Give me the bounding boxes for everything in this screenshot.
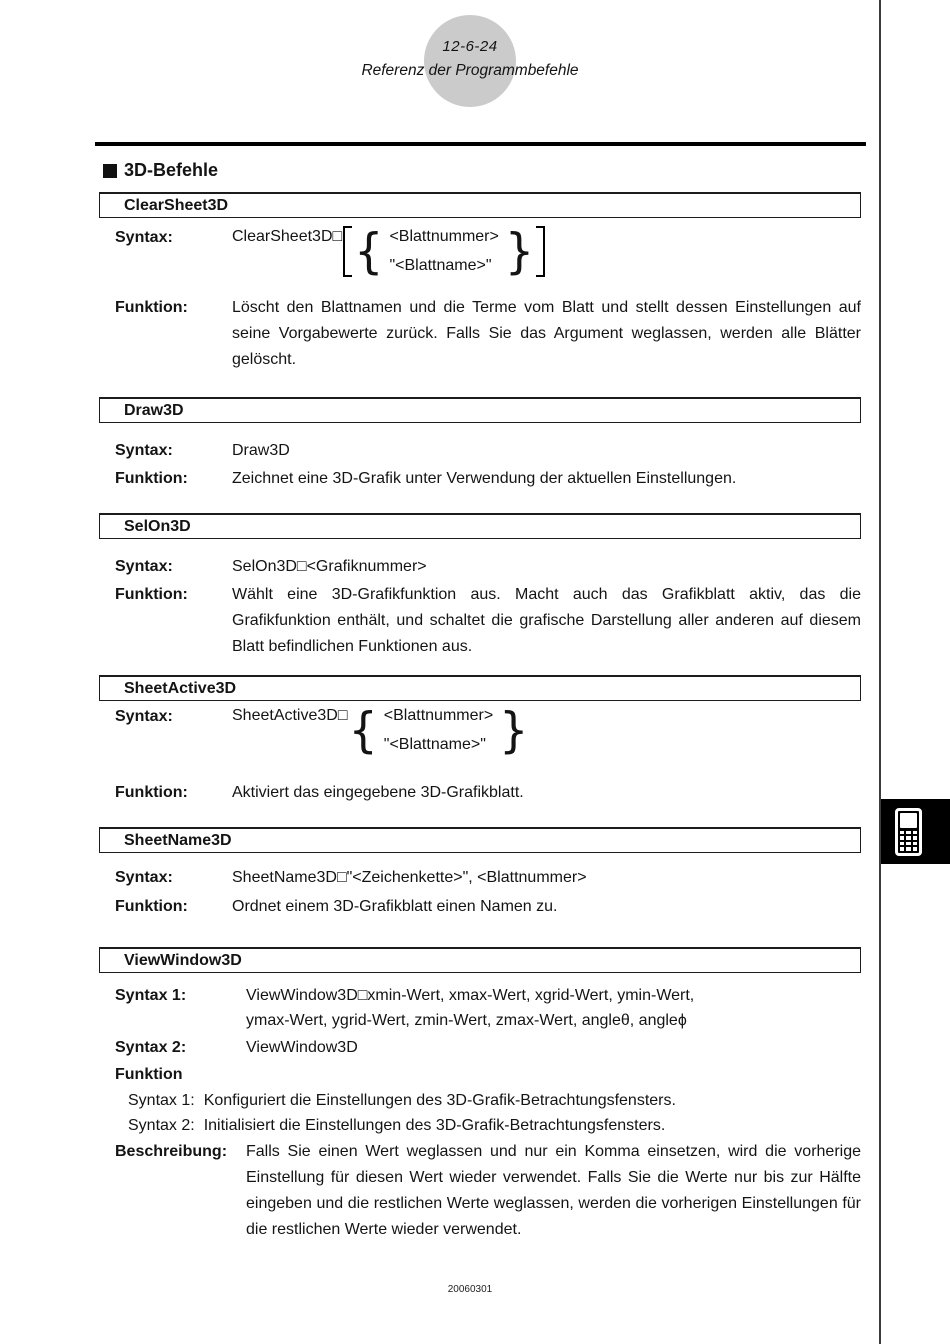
sheetactive3d-syntax: [232, 701, 861, 759]
syntax-label: Syntax:: [115, 229, 173, 246]
command-title: Draw3D: [124, 401, 184, 419]
argument-options: [383, 225, 504, 278]
sheetname3d-funktion-row: [115, 894, 861, 919]
argument-option: <Blattnummer>: [383, 707, 494, 724]
syntax-command-text: SheetActive3D□: [232, 707, 348, 724]
funktion-item-label: Syntax 1:: [128, 1092, 195, 1109]
command-box-sheetname3d: [99, 827, 861, 853]
beschreibung-label: Beschreibung:: [115, 1143, 228, 1160]
funktion-text: Zeichnet eine 3D-Grafik unter Verwendung der aktuellen Einstellungen.: [232, 470, 737, 487]
page-edge-line: [879, 0, 881, 1344]
argument-option: "<Blattname>": [389, 257, 492, 274]
syntax1-line2: ymax-Wert, ygrid-Wert, zmin-Wert, zmax-Wert, angleθ, angleϕ: [246, 1012, 687, 1029]
right-square-bracket-icon: [536, 226, 545, 277]
viewwindow3d-beschreibung-row: [115, 1139, 861, 1243]
command-box-selon3d: [99, 513, 861, 539]
section-rule: [95, 142, 866, 146]
funktion-text: Löscht den Blattnamen und die Terme vom Blatt und stellt dessen Einstellungen auf seine Vorgabewerte zurück. Falls Sie das Argument weglassen, werden alle Blätter gelöscht.: [232, 299, 861, 368]
page-header: [0, 38, 940, 80]
calculator-icon: [895, 808, 922, 856]
syntax-command-text: Draw3D: [232, 442, 290, 459]
syntax-command-text: [246, 983, 861, 1033]
funktion-item-text: Initialisiert die Einstellungen des 3D-Grafik-Betrachtungsfensters.: [203, 1117, 666, 1134]
syntax-label: Syntax:: [115, 708, 173, 725]
funktion-text: Wählt eine 3D-Grafikfunktion aus. Macht auch das Grafikblatt aktiv, das die Grafikfunktion enthält, und schaltet die grafische Darstellung aller anderen auf diesem Blatt befindlichen Funktionen aus.: [232, 586, 861, 655]
black-square-bullet-icon: [103, 164, 117, 178]
left-square-bracket-icon: [343, 226, 352, 277]
selon3d-funktion-row: [115, 582, 861, 660]
funktion-item-syntax2: [128, 1113, 665, 1138]
funktion-heading: Funktion: [115, 1066, 183, 1083]
argument-option: "<Blattname>": [383, 736, 486, 753]
page-title: Referenz der Programmbefehle: [361, 62, 579, 79]
draw3d-syntax-row: [115, 438, 861, 463]
beschreibung-text: Falls Sie einen Wert weglassen und nur ein Komma einsetzen, wird die vorherige Einstellung für diesen Wert wieder verwendet. Falls Sie die Werte nur bis zur Hälfte eingeben und die restlichen Werte weglassen, werden die vorherigen Einstellungen für die restlichen Werte wieder verwendet.: [246, 1143, 861, 1238]
calculator-screen: [900, 813, 917, 828]
syntax1-label: Syntax 1:: [115, 987, 187, 1004]
command-box-draw3d: [99, 397, 861, 423]
viewwindow3d-syntax1-row: [115, 983, 861, 1033]
chapter-tab: [881, 799, 950, 864]
sheetactive3d-funktion-row: [115, 780, 861, 805]
optional-argument-group: [343, 222, 545, 280]
left-brace-icon: {: [348, 701, 378, 759]
right-brace-icon: }: [499, 701, 529, 759]
syntax-command-text: SelOn3D□<Grafiknummer>: [232, 558, 427, 575]
command-box-sheetactive3d: [99, 675, 861, 701]
funktion-text: Aktiviert das eingegebene 3D-Grafikblatt.: [232, 784, 524, 801]
syntax-command-text: ViewWindow3D: [246, 1039, 358, 1056]
syntax-label: Syntax:: [115, 442, 173, 459]
clearsheet3d-syntax-row: [115, 222, 861, 280]
syntax-command-text: SheetName3D□"<Zeichenkette>", <Blattnummer>: [232, 869, 587, 886]
command-title: SheetActive3D: [124, 679, 237, 697]
argument-option: <Blattnummer>: [389, 228, 499, 245]
left-brace-icon: {: [354, 222, 384, 280]
page-number: 12-6-24: [442, 38, 498, 55]
command-box-viewwindow3d: [99, 947, 861, 973]
command-title: SelOn3D: [124, 517, 191, 535]
funktion-text: Ordnet einem 3D-Grafikblatt einen Namen zu.: [232, 898, 558, 915]
command-title: ClearSheet3D: [124, 196, 229, 214]
section-heading-label: 3D-Befehle: [124, 160, 219, 180]
funktion-label: Funktion:: [115, 470, 188, 487]
clearsheet3d-syntax: [232, 222, 861, 280]
command-title: SheetName3D: [124, 831, 232, 849]
sheetactive3d-syntax-row: [115, 701, 861, 759]
argument-group: [348, 701, 529, 759]
funktion-label: Funktion:: [115, 586, 188, 603]
command-title: ViewWindow3D: [124, 951, 242, 969]
viewwindow3d-syntax2-row: [115, 1035, 861, 1060]
funktion-item-syntax1: [128, 1088, 676, 1113]
syntax-label: Syntax:: [115, 869, 173, 886]
argument-options: [378, 704, 499, 757]
funktion-item-label: Syntax 2:: [128, 1117, 195, 1134]
funktion-label: Funktion:: [115, 784, 188, 801]
right-brace-icon: }: [504, 222, 535, 280]
syntax1-line1: ViewWindow3D□xmin-Wert, xmax-Wert, xgrid-Wert, ymin-Wert,: [246, 987, 695, 1004]
footer-date-code: 20060301: [447, 1284, 493, 1295]
funktion-label: Funktion:: [115, 898, 188, 915]
section-heading: [103, 160, 218, 181]
syntax-command-text: ClearSheet3D□: [232, 228, 343, 245]
draw3d-funktion-row: [115, 466, 861, 491]
command-box-clearsheet3d: [99, 192, 861, 218]
selon3d-syntax-row: [115, 554, 861, 579]
funktion-label: Funktion:: [115, 299, 188, 316]
clearsheet3d-funktion-row: [115, 295, 861, 373]
funktion-item-text: Konfiguriert die Einstellungen des 3D-Grafik-Betrachtungsfensters.: [203, 1092, 676, 1109]
sheetname3d-syntax-row: [115, 865, 861, 890]
syntax-label: Syntax:: [115, 558, 173, 575]
syntax2-label: Syntax 2:: [115, 1039, 187, 1056]
calculator-keypad: [900, 831, 917, 851]
